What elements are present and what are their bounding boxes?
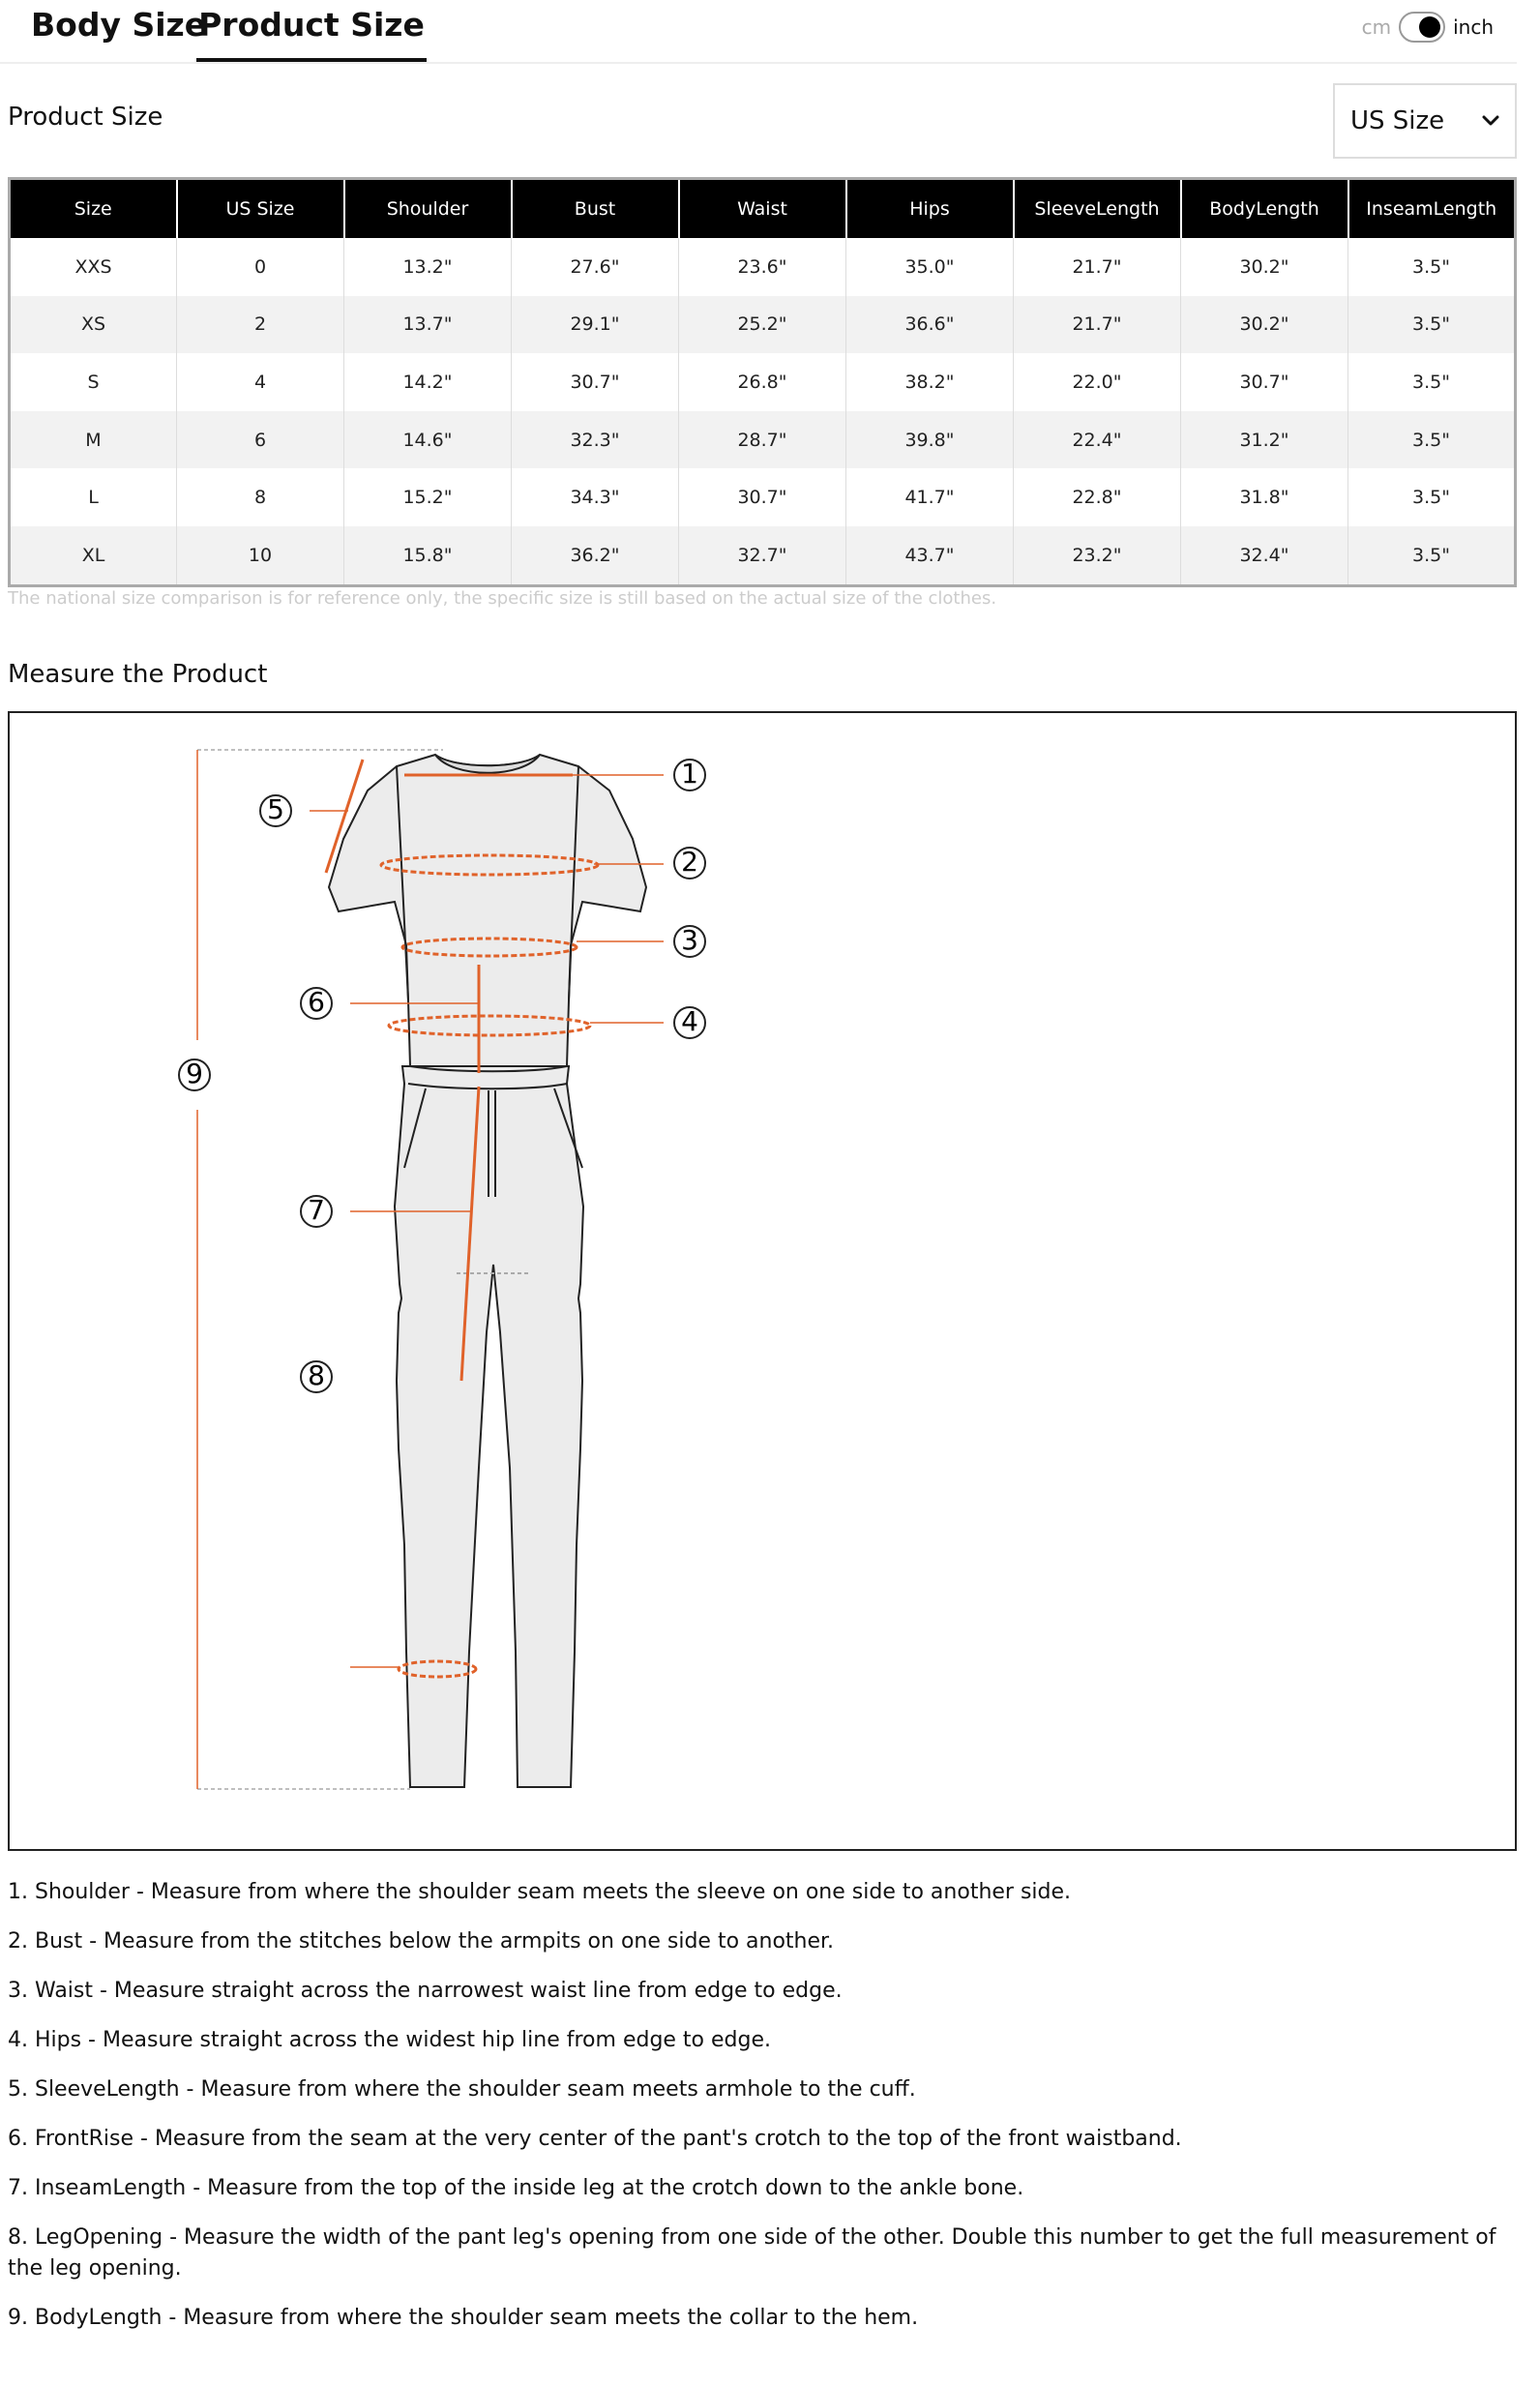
table-cell: 22.0" — [1014, 353, 1181, 411]
marker-number: 8 — [308, 1359, 325, 1391]
switch-knob — [1419, 16, 1440, 38]
table-cell: 10 — [177, 526, 344, 585]
table-cell: 13.7" — [344, 296, 512, 354]
table-cell: 6 — [177, 411, 344, 469]
instruction-item: 7. InseamLength - Measure from the top of the inside leg at the crotch down to the ankle bone. — [8, 2176, 1024, 2200]
marker-2 — [674, 846, 705, 879]
marker-number: 5 — [267, 793, 284, 825]
table-cell: 30.2" — [1181, 238, 1348, 296]
table-cell: XS — [10, 296, 177, 354]
table-cell: 31.2" — [1181, 411, 1348, 469]
marker-6 — [301, 986, 332, 1019]
table-cell: 23.2" — [1014, 526, 1181, 585]
instruction-item: 5. SleeveLength - Measure from where the shoulder seam meets armhole to the cuff. — [8, 2077, 916, 2102]
table-row — [10, 526, 1516, 585]
marker-9 — [179, 1058, 210, 1090]
table-cell: 38.2" — [846, 353, 1014, 411]
table-header-cell: US Size — [177, 179, 344, 239]
size-tabs — [0, 0, 1517, 64]
table-cell: 32.4" — [1181, 526, 1348, 585]
table-row — [10, 238, 1516, 296]
table-cell: 14.2" — [344, 353, 512, 411]
instruction-item: 6. FrontRise - Measure from the seam at the very center of the pant's crotch to the top of the front waistband. — [8, 2127, 1182, 2151]
marker-number: 3 — [681, 924, 698, 956]
tab-product-size[interactable]: Product Size — [196, 0, 427, 62]
table-cell: 8 — [177, 468, 344, 526]
table-cell: 29.1" — [512, 296, 679, 354]
table-body — [10, 238, 1516, 585]
table-cell: 30.2" — [1181, 296, 1348, 354]
table-cell: 22.8" — [1014, 468, 1181, 526]
table-header-row — [10, 179, 1516, 239]
table-cell: 32.3" — [512, 411, 679, 469]
table-cell: 41.7" — [846, 468, 1014, 526]
table-cell: 26.8" — [679, 353, 846, 411]
table-cell: 15.2" — [344, 468, 512, 526]
table-cell: S — [10, 353, 177, 411]
table-header-cell: Shoulder — [344, 179, 512, 239]
table-cell: 36.6" — [846, 296, 1014, 354]
table-header-cell: SleeveLength — [1014, 179, 1181, 239]
instruction-item: 4. Hips - Measure straight across the widest hip line from edge to edge. — [8, 2028, 772, 2052]
marker-8 — [301, 1359, 332, 1392]
table-cell: 34.3" — [512, 468, 679, 526]
table-cell: M — [10, 411, 177, 469]
marker-number: 1 — [681, 758, 698, 790]
table-cell: 4 — [177, 353, 344, 411]
measure-instructions — [8, 1877, 1517, 2352]
table-cell: 21.7" — [1014, 296, 1181, 354]
garment-outline — [329, 755, 646, 1787]
marker-4 — [674, 1005, 705, 1038]
table-cell: 28.7" — [679, 411, 846, 469]
table-cell: 25.2" — [679, 296, 846, 354]
marker-number: 9 — [186, 1058, 203, 1089]
tab-body-size[interactable]: Body Size — [31, 6, 207, 44]
marker-number: 4 — [681, 1005, 698, 1037]
size-note: The national size comparison is for reference only, the specific size is still based on the actual size of the clothes. — [8, 588, 997, 609]
table-cell: 15.8" — [344, 526, 512, 585]
marker-number: 2 — [681, 846, 698, 878]
table-cell: 14.6" — [344, 411, 512, 469]
table-cell: XXS — [10, 238, 177, 296]
table-cell: 3.5" — [1348, 526, 1516, 585]
size-table — [8, 177, 1517, 587]
marker-number: 6 — [308, 986, 325, 1018]
measure-title: Measure the Product — [8, 660, 268, 689]
table-cell: 31.8" — [1181, 468, 1348, 526]
instruction-item: 2. Bust - Measure from the stitches below the armpits on one side to another. — [8, 1929, 835, 1954]
product-size-title: Product Size — [8, 103, 163, 132]
unit-toggle — [1362, 12, 1494, 43]
instruction-item: 3. Waist - Measure straight across the narrowest waist line from edge to edge. — [8, 1979, 843, 2003]
table-header-cell: InseamLength — [1348, 179, 1516, 239]
table-cell: 3.5" — [1348, 411, 1516, 469]
table-header-cell: Bust — [512, 179, 679, 239]
table-cell: 2 — [177, 296, 344, 354]
unit-inch-label: inch — [1453, 15, 1494, 39]
marker-5 — [260, 793, 291, 826]
table-cell: 35.0" — [846, 238, 1014, 296]
table-header-cell: Hips — [846, 179, 1014, 239]
table-row — [10, 411, 1516, 469]
size-system-select[interactable] — [1333, 83, 1517, 159]
table-cell: 23.6" — [679, 238, 846, 296]
table-cell: 39.8" — [846, 411, 1014, 469]
table-cell: 32.7" — [679, 526, 846, 585]
instruction-item: 1. Shoulder - Measure from where the shoulder seam meets the sleeve on one side to another side. — [8, 1880, 1072, 1904]
table-cell: XL — [10, 526, 177, 585]
table-cell: 36.2" — [512, 526, 679, 585]
table-cell: 3.5" — [1412, 487, 1450, 509]
table-header-cell: Size — [10, 179, 177, 239]
measure-diagram — [8, 711, 1517, 1851]
table-row — [10, 296, 1516, 354]
marker-number: 7 — [308, 1194, 325, 1226]
table-cell: 30.7" — [679, 468, 846, 526]
table-cell: 3.5" — [1412, 255, 1450, 278]
unit-cm-label: cm — [1361, 15, 1392, 39]
table-header-cell: BodyLength — [1181, 179, 1348, 239]
table-cell: 30.7" — [512, 353, 679, 411]
jumpsuit-diagram — [10, 713, 1515, 1849]
marker-3 — [674, 924, 705, 957]
table-cell: 3.5" — [1348, 296, 1516, 354]
table-cell: 13.2" — [344, 238, 512, 296]
table-row — [10, 468, 1516, 526]
chevron-down-icon — [1478, 108, 1503, 134]
table-cell: 0 — [177, 238, 344, 296]
size-system-value: US Size — [1350, 106, 1445, 135]
table-row — [10, 353, 1516, 411]
unit-switch[interactable] — [1399, 12, 1445, 43]
marker-1 — [674, 758, 705, 790]
table-header-cell: Waist — [679, 179, 846, 239]
table-cell: 43.7" — [846, 526, 1014, 585]
instruction-item: 9. BodyLength - Measure from where the shoulder seam meets the collar to the hem. — [8, 2306, 919, 2330]
table-cell: 27.6" — [512, 238, 679, 296]
table-cell: 21.7" — [1014, 238, 1181, 296]
table-cell: 30.7" — [1181, 353, 1348, 411]
table-cell: L — [10, 468, 177, 526]
table-cell: 22.4" — [1014, 411, 1181, 469]
table-cell: 3.5" — [1412, 371, 1450, 393]
instruction-item: 8. LegOpening - Measure the width of the pant leg's opening from one side of the other. Double this number to get the full measurement of the leg opening. — [8, 2225, 1496, 2281]
marker-7 — [301, 1194, 332, 1227]
